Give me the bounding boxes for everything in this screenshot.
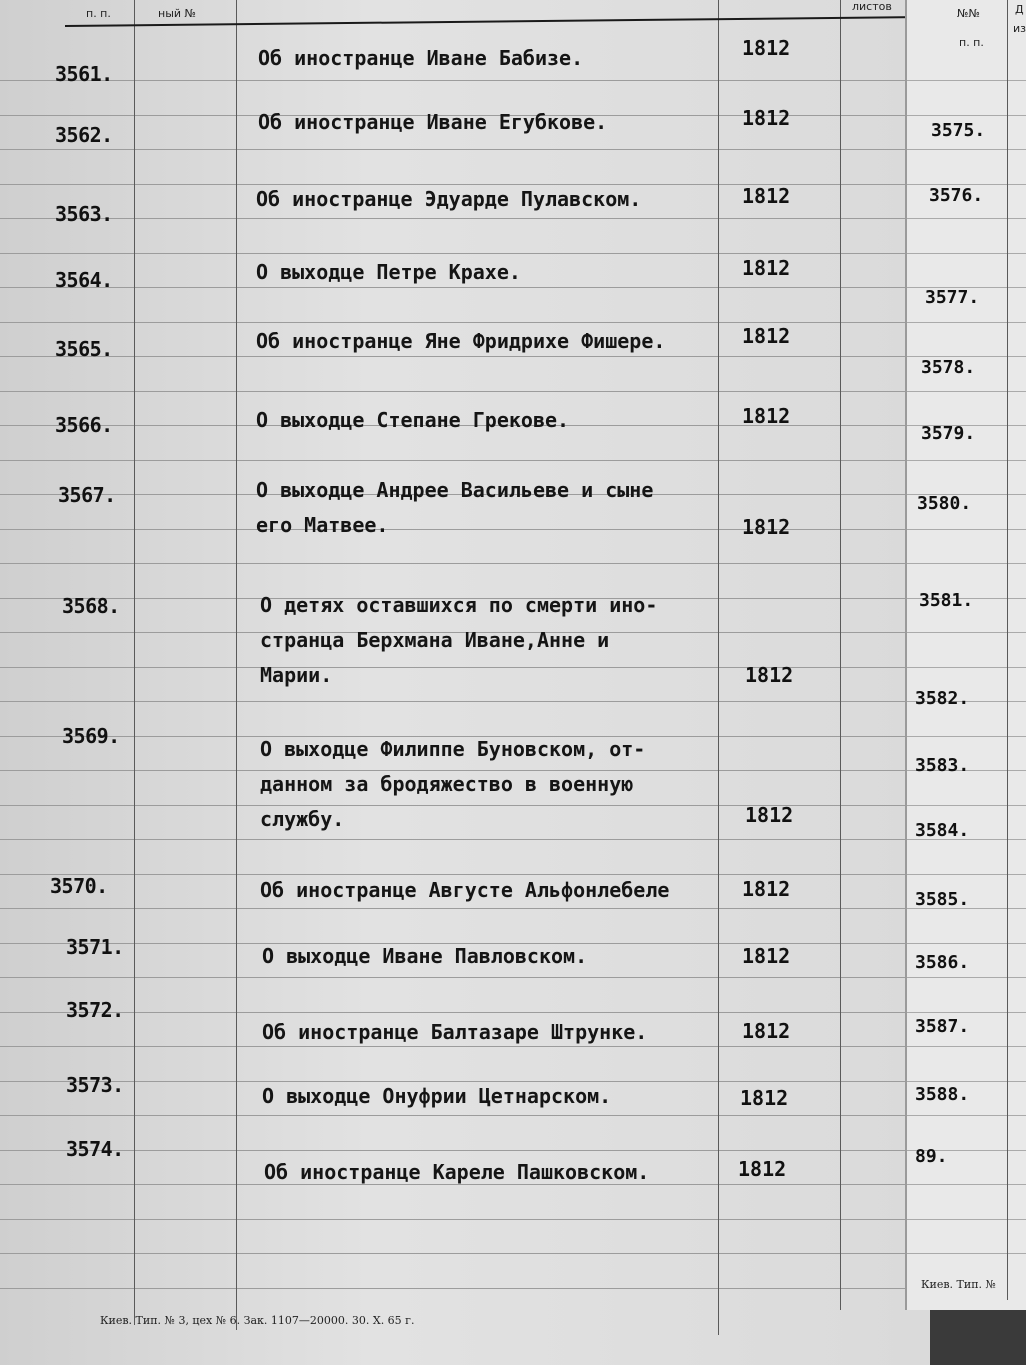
- entry-year: 1812: [742, 404, 791, 428]
- entry-title-line: службу.: [260, 807, 345, 831]
- ruled-line: [0, 218, 925, 219]
- side-header-cut1: Д: [1015, 3, 1024, 16]
- ruled-line: [0, 1012, 925, 1013]
- entry-title-line: О выходце Иване Павловском.: [262, 944, 588, 968]
- entry-year: 1812: [742, 877, 791, 901]
- entry-year: 1812: [740, 1086, 789, 1110]
- ruled-line: [907, 1046, 1026, 1047]
- entry-number: 3570.: [50, 874, 108, 898]
- ruled-line: [0, 80, 925, 81]
- ruled-line: [907, 1081, 1026, 1082]
- entry-year: 1812: [742, 1019, 791, 1043]
- entry-number: 3573.: [66, 1073, 124, 1097]
- ruled-line: [0, 977, 925, 978]
- entry-number: 3562.: [55, 123, 113, 147]
- entry-year: 1812: [745, 663, 794, 687]
- entry-number: 3571.: [66, 935, 124, 959]
- entry-title-line: Об иностранце Иване Егубкове.: [258, 110, 608, 134]
- ruled-line: [907, 253, 1026, 254]
- ruled-line: [907, 632, 1026, 633]
- entry-title-line: странца Берхмана Иване,Анне и: [260, 628, 610, 652]
- ruled-line: [907, 391, 1026, 392]
- entry-title-line: данном за бродяжество в военную: [260, 772, 634, 796]
- entry-title-line: Об иностранце Августе Альфонлебеле: [260, 878, 670, 902]
- header-col-sheets: листов: [852, 0, 892, 13]
- column-divider: [134, 0, 135, 1325]
- entry-number: 3563.: [55, 202, 113, 226]
- entry-title-line: О выходце Филиппе Буновском, от-: [260, 737, 646, 761]
- ruled-line: [907, 977, 1026, 978]
- entry-number: 3566.: [55, 413, 113, 437]
- side-entry-number: 3578.: [921, 357, 976, 378]
- ruled-line: [907, 563, 1026, 564]
- entry-title-line: О выходце Андрее Васильеве и сыне: [256, 478, 654, 502]
- ruled-line: [0, 701, 925, 702]
- side-entry-number: 3577.: [925, 287, 980, 308]
- entry-number: 3574.: [66, 1137, 124, 1161]
- side-entry-number: 3585.: [915, 889, 970, 910]
- side-entry-number: 3583.: [915, 755, 970, 776]
- entry-title-line: О выходце Онуфрии Цетнарском.: [262, 1084, 612, 1108]
- entry-number: 3561.: [55, 62, 113, 86]
- side-entry-number: 3588.: [915, 1084, 970, 1105]
- side-entry-number: 3581.: [919, 590, 974, 611]
- ruled-line: [907, 529, 1026, 530]
- ruled-line: [0, 839, 925, 840]
- ruled-line: [0, 1288, 925, 1289]
- side-header-num: №№: [957, 7, 980, 20]
- entry-year: 1812: [742, 256, 791, 280]
- entry-title-line: О выходце Петре Крахе.: [256, 260, 521, 284]
- side-entry-number: 3582.: [915, 688, 970, 709]
- header-col-num: п. п.: [86, 7, 111, 20]
- entry-title-line: О выходце Степане Грекове.: [256, 408, 570, 432]
- ruled-line: [907, 80, 1026, 81]
- entry-title-line: Об иностранце Иване Бабизе.: [258, 46, 584, 70]
- print-imprint: Киев. Тип. № 3, цех № 6. Зак. 1107—20000. 30. X. 65 г.: [100, 1314, 415, 1327]
- entry-year: 1812: [742, 184, 791, 208]
- ruled-line: [0, 1115, 925, 1116]
- column-divider: [718, 0, 719, 1335]
- side-header-cut2: из: [1013, 22, 1026, 35]
- entry-year: 1812: [738, 1157, 787, 1181]
- entry-number: 3572.: [66, 998, 124, 1022]
- ruled-line: [907, 1253, 1026, 1254]
- column-divider: [840, 0, 841, 1310]
- ruled-line: [0, 1219, 925, 1220]
- entry-number: 3564.: [55, 268, 113, 292]
- ruled-line: [907, 1184, 1026, 1185]
- side-entry-number: 3587.: [915, 1016, 970, 1037]
- column-divider: [236, 0, 237, 1330]
- entry-year: 1812: [742, 106, 791, 130]
- ruled-line: [907, 1219, 1026, 1220]
- side-entry-number: 3584.: [915, 820, 970, 841]
- entry-title-line: Марии.: [260, 663, 333, 687]
- entry-year: 1812: [742, 36, 791, 60]
- side-entry-number: 3579.: [921, 423, 976, 444]
- entry-year: 1812: [742, 324, 791, 348]
- header-col-inventory: ный №: [158, 7, 196, 20]
- side-entry-number: 3580.: [917, 493, 972, 514]
- side-entry-number: 3586.: [915, 952, 970, 973]
- ruled-line: [907, 805, 1026, 806]
- ruled-line: [0, 1150, 925, 1151]
- side-column-divider: [1007, 0, 1008, 1300]
- entry-number: 3567.: [58, 483, 116, 507]
- ruled-line: [907, 736, 1026, 737]
- ruled-line: [0, 563, 925, 564]
- ruled-line: [0, 149, 925, 150]
- entry-title-line: Об иностранце Эдуарде Пулавском.: [256, 187, 642, 211]
- entry-title-line: Об иностранце Яне Фридрихе Фишере.: [256, 329, 666, 353]
- entry-title-line: О детях оставшихся по смерти ино-: [260, 593, 658, 617]
- ruled-line: [907, 218, 1026, 219]
- side-entry-number: 89.: [915, 1146, 948, 1167]
- entry-year: 1812: [742, 944, 791, 968]
- next-page-edge: [905, 0, 1026, 1310]
- ruled-line: [0, 460, 925, 461]
- ruled-line: [907, 1012, 1026, 1013]
- entry-title-line: его Матвее.: [256, 513, 389, 537]
- ruled-line: [907, 943, 1026, 944]
- side-imprint: Киев. Тип. №: [921, 1278, 996, 1291]
- entry-number: 3568.: [62, 594, 120, 618]
- entry-year: 1812: [742, 515, 791, 539]
- side-header-sub: п. п.: [959, 36, 984, 49]
- ruled-line: [907, 322, 1026, 323]
- entry-title-line: Об иностранце Кареле Пашковском.: [264, 1160, 650, 1184]
- ruled-line: [0, 391, 925, 392]
- entry-title-line: Об иностранце Балтазаре Штрунке.: [262, 1020, 648, 1044]
- side-entry-number: 3575.: [931, 120, 986, 141]
- entry-number: 3565.: [55, 337, 113, 361]
- entry-year: 1812: [745, 803, 794, 827]
- side-entry-number: 3576.: [929, 185, 984, 206]
- ruled-line: [907, 149, 1026, 150]
- ruled-line: [0, 1253, 925, 1254]
- ruled-line: [0, 908, 925, 909]
- ruled-line: [907, 1115, 1026, 1116]
- ruled-line: [907, 667, 1026, 668]
- ruled-line: [907, 460, 1026, 461]
- ruled-line: [907, 115, 1026, 116]
- entry-number: 3569.: [62, 724, 120, 748]
- ruled-line: [907, 874, 1026, 875]
